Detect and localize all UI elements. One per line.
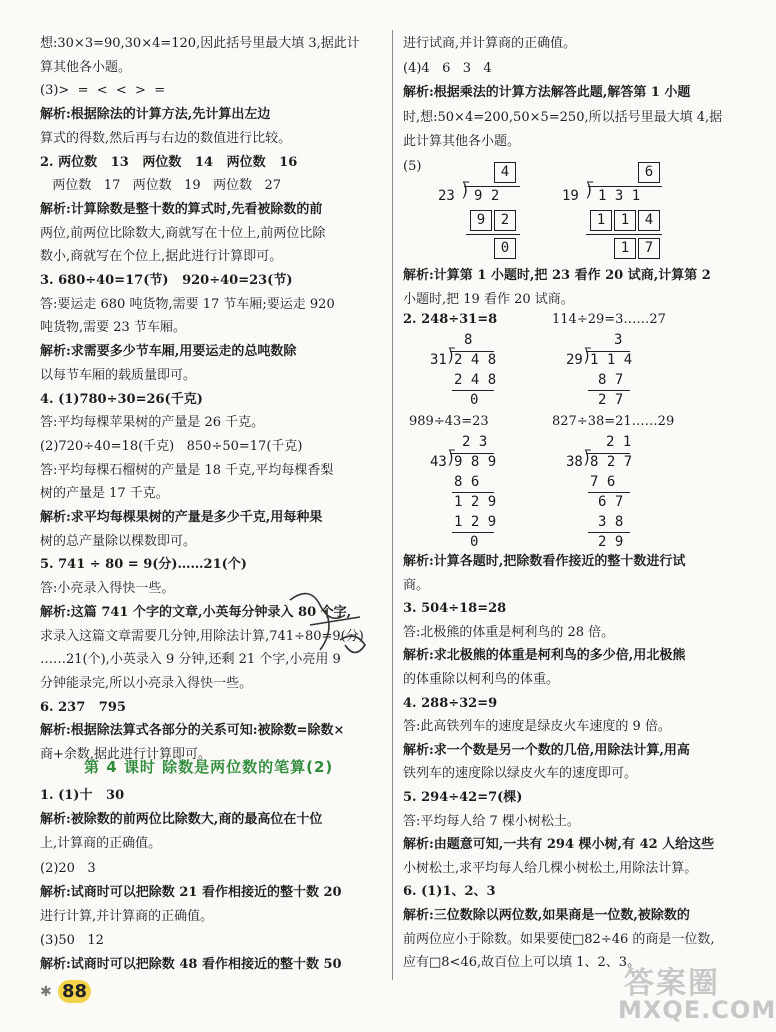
product-1: 8 6: [454, 474, 480, 490]
text-line: 前两位应小于除数。如果要使□82÷46 的商是一位数,: [403, 931, 715, 947]
division-2c: 2 3 43 ⟌ 9 8 9 8 6 1 2 9 1 2 9 0: [430, 434, 497, 550]
text-line: 进行计算,并计算商的正确值。: [40, 909, 214, 924]
text-line: (3)> = < < > =: [40, 83, 166, 99]
divisor: 29: [566, 352, 583, 368]
text-line: 铁列车的速度除以绿皮火车的速度即可。: [403, 766, 638, 782]
text-line: 上,计算商的正确值。: [40, 836, 162, 852]
text-line: 2. 两位数 13 两位数 14 两位数 16: [40, 154, 298, 170]
divisor: 38: [566, 454, 583, 470]
text-line: 4. 288÷32=9: [403, 695, 498, 711]
remainder-1: 1 2 9: [454, 494, 497, 510]
product: 2 4 8: [454, 372, 497, 388]
text-line: (2)20 3: [40, 860, 96, 876]
text-line: 吨货物,需要 23 节车厢。: [40, 320, 186, 336]
quotient: 8: [464, 332, 473, 348]
product-2: 1 2 9: [454, 514, 497, 530]
text-line: 答:平均每棵石榴树的产量是 18 千克,平均每棵香梨: [40, 462, 334, 478]
text-line: 解析:计算除数是整十数的算式时,先看被除数的前: [40, 201, 323, 217]
text-line: 两位数 17 两位数 19 两位数 27: [40, 178, 282, 194]
section-title: 第 4 课时 除数是两位数的笔算(2): [84, 758, 334, 776]
dividend: 9 8 9: [454, 454, 497, 470]
product: 8 7: [598, 372, 624, 388]
text-line: ……21(个),小英录入 9 分钟,还剩 21 个字,小亮用 9: [40, 652, 341, 668]
q2b-eq: 114÷29=3……27: [552, 312, 666, 327]
handwritten-scribble: [270, 580, 390, 670]
divisor: 23: [438, 188, 455, 204]
division-2d: 2 1 38 ⟌ 8 2 7 7 6 6 7 3 8 2 9: [566, 434, 633, 550]
divisor: 19: [562, 188, 579, 204]
q2a-eq: 2. 248÷31=8: [403, 312, 498, 327]
watermark-url: MXQE.COM: [618, 996, 776, 1024]
text-line: 解析:由题意可知,一共有 294 棵小树,有 42 人给这些: [403, 837, 715, 853]
text-line: 此计算其他各小题。: [403, 134, 521, 149]
text-line: 答:要运走 680 吨货物,需要 17 节车厢;要运走 920: [40, 296, 335, 312]
dividend: 9 2: [474, 188, 500, 204]
page-number: 88: [58, 980, 91, 1003]
text-line: 1. (1)十 30: [40, 788, 125, 803]
text-line: 算式的得数,然后再与右边的数值进行比较。: [40, 130, 292, 146]
division-2a: 8 31 ⟌ 2 4 8 2 4 8 0: [430, 332, 497, 408]
text-line: 解析:根据乘法的计算方法解答此题,解答第 1 小题: [403, 85, 691, 100]
text-line: 5. 741 ÷ 80 = 9(分)……21(个): [40, 557, 247, 573]
text-line: 解析:计算第 1 小题时,把 23 看作 20 试商,计算第 2: [403, 268, 711, 283]
q2c-eq: 989÷43=23: [409, 414, 489, 429]
remainder: 2 7: [598, 392, 624, 408]
dividend: 1 3 1: [598, 188, 641, 204]
text-line: 树的总产量除以棵数即可。: [40, 533, 197, 549]
text-line: 数小,商就写在个位上,据此进行计算即可。: [40, 249, 283, 265]
text-line: 答:北极熊的体重是柯利鸟的 28 倍。: [403, 624, 615, 640]
product-2: 3 8: [598, 514, 624, 530]
text-line: 解析:这篇 741 个字的文章,小英每分钟录入 80 个字,: [40, 604, 352, 620]
text-line: 解析:求平均每棵果树的产量是多少千克,用每种果: [40, 510, 323, 525]
text-line: 求录入这篇文章需要几分钟,用除法计算,741÷80=9(分): [40, 628, 364, 644]
text-line: 解析:求北极熊的体重是柯利鸟的多少倍,用北极熊: [403, 648, 686, 664]
text-line: (2)720÷40=18(千克) 850÷50=17(千克): [40, 438, 303, 454]
text-line: 应有□8<46,故百位上可以填 1、2、3。: [403, 955, 641, 971]
text-line: 答:小亮录入得快一些。: [40, 581, 175, 597]
quotient-box: 4: [494, 162, 516, 183]
q2d-eq: 827÷38=21……29: [552, 414, 675, 429]
text-line: 解析:被除数的前两位比除数大,商的最高位在十位: [40, 812, 323, 828]
text-line: 以每节车厢的载质量即可。: [40, 367, 197, 383]
text-line: (3)50 12: [40, 933, 104, 949]
division-5b: 6 19 ⟌ 1 3 1 1 1 4 1 7: [562, 160, 692, 260]
division-2b: 3 29 ⟌ 1 1 4 8 7 2 7: [566, 332, 633, 408]
quotient: 2 1: [606, 434, 632, 450]
text-line: 解析:根据除法算式各部分的关系可知:被除数=除数×: [40, 723, 345, 739]
quotient-box: 6: [638, 162, 660, 183]
remainder-1: 6 7: [598, 494, 624, 510]
text-line: 商+余数,据此进行计算即可。: [40, 747, 212, 762]
text-line: 5. 294÷42=7(棵): [403, 790, 523, 805]
text-line: 6. (1)1、2、3: [403, 884, 496, 900]
text-line: 3. 680÷40=17(节) 920÷40=23(节): [40, 273, 293, 288]
quotient: 3: [614, 332, 623, 348]
text-line: 解析:求一个数是另一个数的几倍,用除法计算,用高: [403, 742, 690, 758]
text-line: 商。: [403, 577, 430, 593]
text-line: 解析:试商时可以把除数 48 看作相接近的整十数 50: [40, 957, 342, 973]
watermark-logo: 答案圈: [624, 966, 720, 1001]
text-line: 4. (1)780÷30=26(千克): [40, 391, 203, 407]
division-5a: 4 23 ⟌ 9 2 9 2 0: [438, 160, 538, 260]
text-line: (4)4 6 3 4: [403, 60, 492, 76]
remainder-2: 2 9: [598, 534, 624, 550]
text-line: 分钟能录完,所以小亮录入得快一些。: [40, 675, 253, 691]
divisor: 31: [430, 352, 447, 368]
text-line: 小树松土,求平均每人给几棵小树松土,用除法计算。: [403, 860, 698, 876]
star-icon: ✱: [40, 984, 52, 1000]
text-line: 答:平均每人给 7 棵小树松土。: [403, 813, 580, 829]
text-line: 想:30×3=90,30×4=120,因此括号里最大填 3,据此计: [40, 36, 360, 51]
dividend: 1 1 4: [590, 352, 633, 368]
text-line: 解析:三位数除以两位数,如果商是一位数,被除数的: [403, 908, 690, 923]
text-line: 小题时,把 19 看作 20 试商。: [403, 292, 574, 307]
dividend: 8 2 7: [590, 454, 633, 470]
text-line: 解析:求需要多少节车厢,用要运走的总吨数除: [40, 344, 297, 360]
text-line: 时,想:50×4=200,50×5=250,所以括号里最大填 4,据: [403, 109, 723, 125]
remainder-2: 0: [470, 534, 479, 550]
text-line: 两位,前两位比除数大,商就写在十位上,前两位比除: [40, 225, 326, 241]
divisor: 43: [430, 454, 447, 470]
remainder-box: 0: [494, 238, 516, 259]
text-line: 答:平均每棵苹果树的产量是 26 千克。: [40, 415, 265, 431]
dividend: 2 4 8: [454, 352, 497, 368]
text-line: 算其他各小题。: [40, 59, 132, 75]
text-line: 解析:根据除法的计算方法,先计算出左边: [40, 107, 271, 123]
text-line: 3. 504÷18=28: [403, 601, 507, 617]
text-line: 树的产量是 17 千克。: [40, 486, 169, 502]
text-line: (5): [403, 158, 422, 174]
text-line: 解析:试商时可以把除数 21 看作相接近的整十数 20: [40, 884, 342, 900]
quotient: 2 3: [462, 434, 488, 450]
column-divider: [392, 30, 393, 980]
text-line: 解析:计算各题时,把除数看作接近的整十数进行试: [403, 554, 686, 569]
text-line: 进行试商,并计算商的正确值。: [403, 36, 577, 51]
text-line: 答:此高铁列车的速度是绿皮火车速度的 9 倍。: [403, 719, 671, 735]
product-1: 7 6: [590, 474, 616, 490]
text-line: 的体重除以柯利鸟的体重。: [403, 672, 560, 687]
remainder: 0: [470, 392, 479, 408]
text-line: 6. 237 795: [40, 699, 126, 715]
